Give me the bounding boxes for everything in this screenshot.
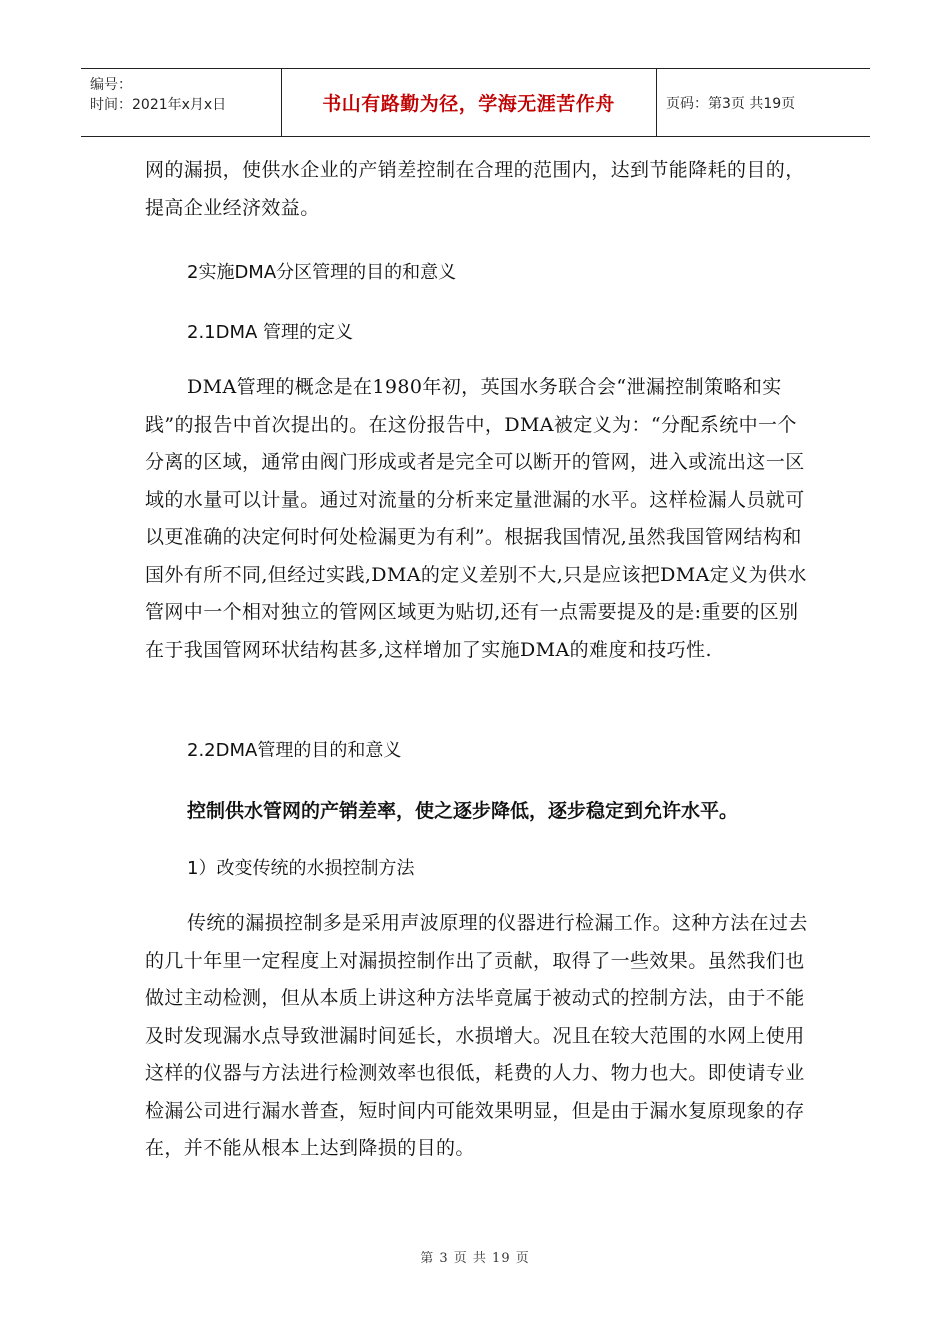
- heading-section-2-2: 2.2DMA管理的目的和意义: [187, 740, 402, 761]
- document-header: [81, 68, 870, 137]
- paragraph-intro: 网的漏损，使供水企业的产销差控制在合理的范围内，达到节能降耗的目的，提高企业经济效益。: [145, 159, 805, 219]
- header-meta: [90, 75, 226, 115]
- paragraph-goal: 控制供水管网的产销差率，使之逐步降低，逐步稳定到允许水平。: [187, 800, 739, 822]
- paragraph-traditional: 传统的漏损控制多是采用声波原理的仪器进行检漏工作。这种方法在过去的几十年里一定程度上对漏损控制作出了贡献，取得了一些效果。虽然我们也做过主动检测，但从本质上讲这种方法毕竟属于被动式的控制方法，由于不能及时发现漏水点导致泄漏时间延长，水损增大。况且在较大范围的水网上使用这样的仪器与方法进行检测效率也很低，耗费的人力、物力也大。即使请专业检漏公司进行漏水普查，短时间内可能效果明显，但是由于漏水复原现象的存在，并不能从根本上达到降损的目的。: [145, 912, 808, 1159]
- header-page-info: 页码：第3页 共19页: [666, 95, 796, 112]
- heading-section-2-1: 2.1DMA 管理的定义: [187, 322, 354, 343]
- date-label: 时间：2021年x月x日: [90, 97, 227, 113]
- header-divider: [656, 69, 657, 136]
- heading-item-1: 1）改变传统的水损控制方法: [187, 858, 415, 879]
- paragraph-definition: DMA管理的概念是在1980年初，英国水务联合会“泄漏控制策略和实践”的报告中首次提出的。在这份报告中，DMA被定义为：“分配系统中一个分离的区域，通常由阀门形成或者是完全可以断开的管网，进入或流出这一区域的水量可以计量。通过对流量的分析来定量泄漏的水平。这样检漏人员就可以更准确的决定何时何处检漏更为有利”。根据我国情况,虽然我国管网结构和国外有所不同,但经过实践,DMA的定义差别不大,只是应该把DMA定义为供水管网中一个相对独立的管网区域更为贴切,还有一点需要提及的是:重要的区别在于我国管网环状结构甚多,这样增加了实施DMA的难度和技巧性.: [145, 376, 807, 661]
- number-label: 编号：: [90, 77, 132, 93]
- heading-section-2: 2实施DMA分区管理的目的和意义: [187, 262, 457, 283]
- page-footer: 第 3 页 共 19 页: [420, 1251, 530, 1266]
- header-motto: 书山有路勤为径，学海无涯苦作舟: [322, 93, 615, 115]
